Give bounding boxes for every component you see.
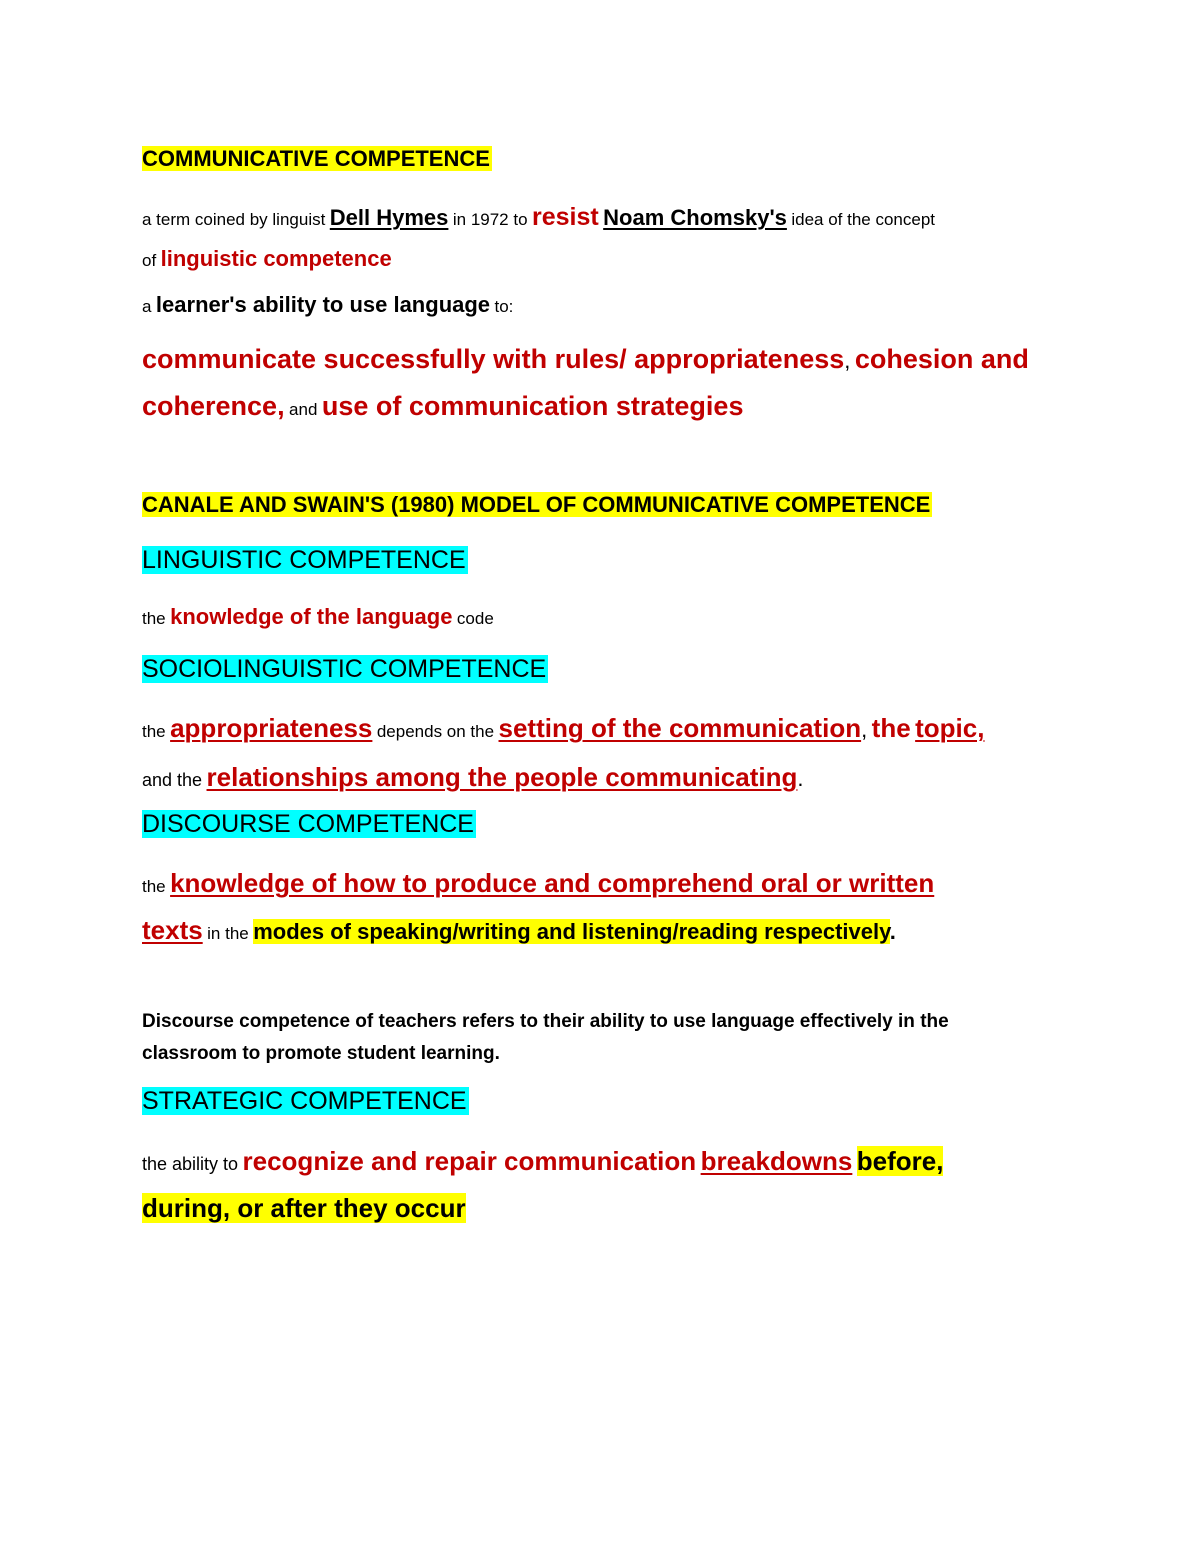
heading-canale-swain — [142, 490, 1082, 520]
heading-text: DISCOURSE COMPETENCE — [142, 810, 474, 838]
text: idea of the concept — [791, 210, 936, 229]
text: depends on the — [376, 722, 495, 741]
text: coherence, — [142, 391, 285, 421]
text: , — [861, 717, 868, 742]
heading-discourse-competence — [142, 806, 1082, 842]
heading-strategic-competence — [142, 1083, 1082, 1119]
text: the — [142, 722, 166, 741]
text: appropriateness — [170, 713, 373, 743]
text: setting of the communication — [498, 713, 862, 743]
text: the — [871, 713, 911, 743]
text: texts — [142, 915, 203, 945]
heading-linguistic-competence — [142, 542, 1082, 578]
text: breakdowns — [700, 1146, 853, 1176]
text: knowledge of how to produce and comprehend oral or written — [170, 868, 935, 898]
text: relationships among the people communicating — [206, 762, 798, 792]
text: knowledge of the language — [170, 604, 453, 629]
text: a — [142, 297, 152, 316]
text: Discourse competence of teachers refers to their ability to use language effectively in the — [142, 1011, 949, 1032]
text: . — [797, 766, 804, 791]
text: communicate successfully with rules/ appropriateness — [142, 344, 845, 374]
linguistic-definition — [142, 600, 1082, 637]
text: recognize and repair communication — [242, 1146, 697, 1176]
text: code — [456, 609, 494, 628]
text: use of communication strategies — [321, 391, 744, 421]
text: and — [289, 400, 318, 419]
communicate-paragraph — [142, 338, 1082, 432]
text: classroom to promote student learning. — [142, 1043, 500, 1064]
strategic-definition — [142, 1140, 1082, 1234]
text: before, — [856, 1146, 944, 1176]
heading-text: STRATEGIC COMPETENCE — [142, 1087, 467, 1115]
text: modes of speaking/writing and listening/reading respectively — [253, 919, 890, 944]
heading-text: CANALE AND SWAIN'S (1980) MODEL OF COMMUNICATIVE COMPETENCE — [142, 492, 931, 517]
heading-text: SOCIOLINGUISTIC COMPETENCE — [142, 655, 547, 683]
sociolinguistic-definition — [142, 706, 1082, 804]
heading-text: COMMUNICATIVE COMPETENCE — [142, 146, 490, 171]
text: in 1972 to — [452, 210, 528, 229]
text: and the — [142, 770, 203, 790]
heading-text: LINGUISTIC COMPETENCE — [142, 546, 466, 574]
text: during, or after they occur — [142, 1193, 466, 1223]
text: in the — [207, 924, 249, 943]
linguistic-competence-term: linguistic competence — [160, 246, 392, 271]
learner-ability-text: learner's ability to use language — [155, 292, 491, 317]
text: the — [142, 609, 166, 628]
teachers-paragraph — [142, 1006, 1082, 1070]
heading-sociolinguistic-competence — [142, 651, 1082, 687]
text: to: — [494, 297, 514, 316]
text: cohesion and — [854, 344, 1029, 374]
discourse-definition — [142, 862, 1082, 956]
resist-word: resist — [532, 203, 599, 231]
text: , — [844, 348, 851, 373]
definition-paragraph — [142, 198, 1082, 281]
text: the — [142, 877, 166, 896]
text: a term coined by linguist — [142, 210, 326, 229]
text: the ability to — [142, 1154, 239, 1174]
noam-chomsky-link: Noam Chomsky's — [603, 205, 787, 230]
learner-ability-line — [142, 288, 1082, 325]
heading-communicative-competence — [142, 144, 1082, 174]
text: of — [142, 251, 157, 270]
text: . — [889, 919, 896, 944]
dell-hymes-link: Dell Hymes — [329, 205, 449, 230]
text: topic, — [915, 713, 985, 743]
